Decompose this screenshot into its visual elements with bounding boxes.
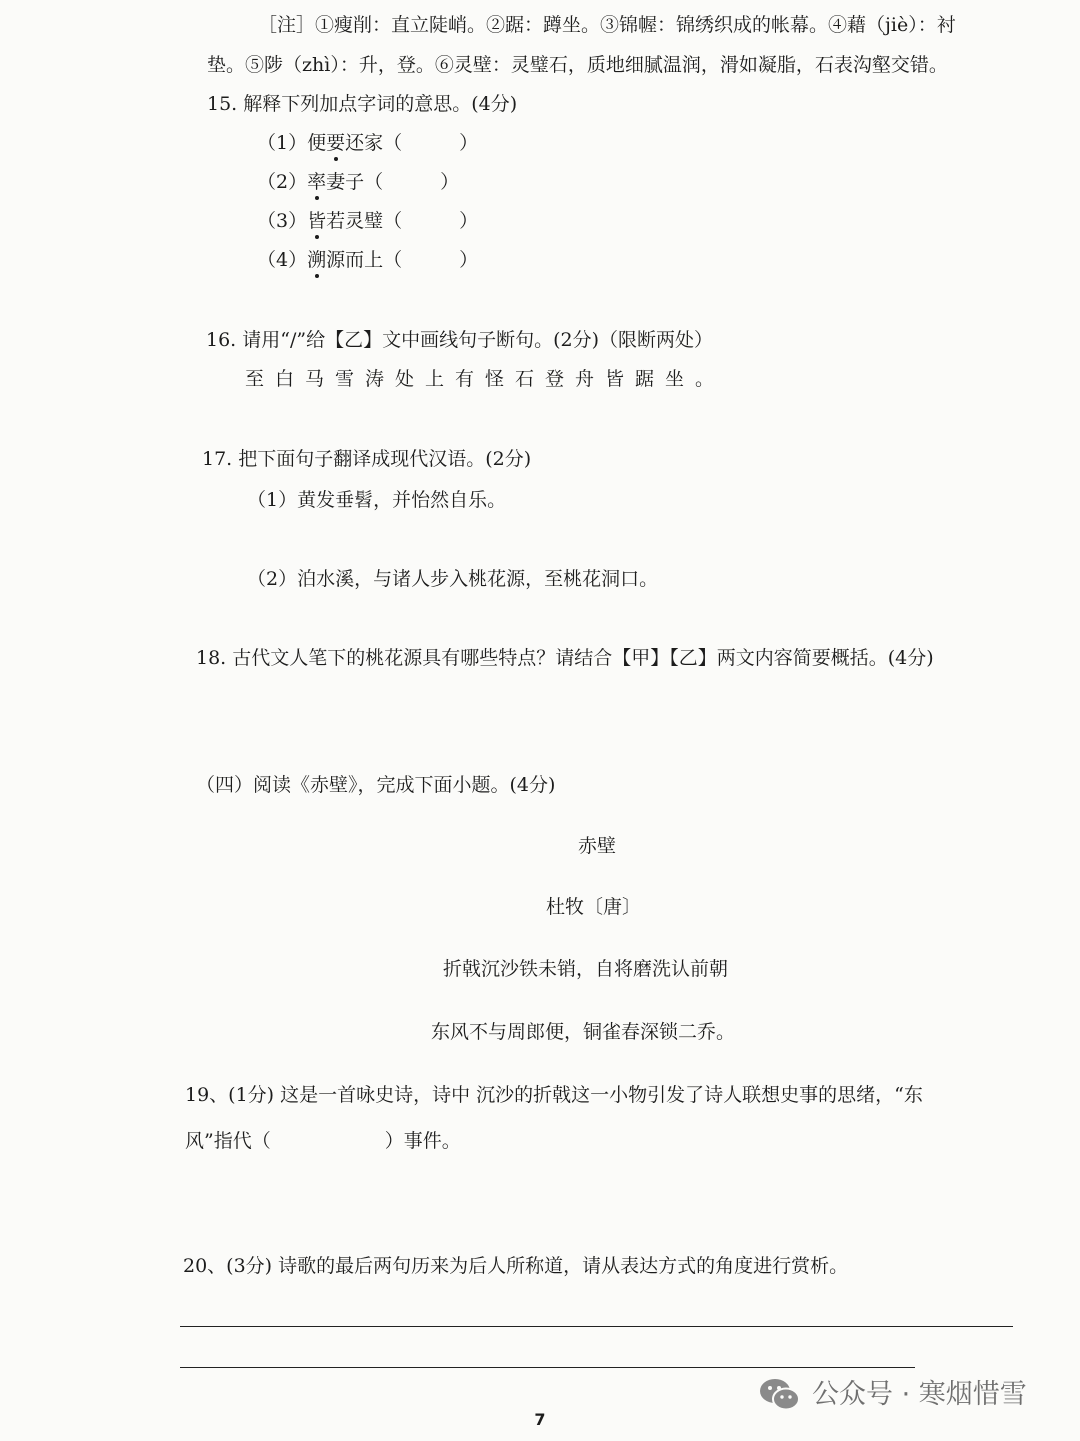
wechat-icon [758,1376,802,1414]
watermark [758,1376,1027,1414]
question-17-stem: 17. 把下面句子翻译成现代汉语。(2分) [202,448,532,470]
poem-line-2: 东风不与周郎便，铜雀春深锁二乔。 [431,1021,736,1043]
poem-title: 赤壁 [578,835,617,857]
question-17-sentence-2: （2）泊水溪，与诸人步入桃花源，至桃花洞口。 [247,568,659,590]
question-15-item-4: （4）溯源而上（ ） [257,249,479,271]
watermark-text: 公众号 · 寒烟惜雪 [812,1378,1027,1410]
question-19-line-2: 风”指代（ ）事件。 [185,1130,461,1152]
poem-line-1: 折戟沉沙铁未销，自将磨洗认前朝 [443,958,729,980]
note-line-1: ［注］①瘦削：直立陡峭。②踞：蹲坐。③锦幄：锦绣织成的帐幕。④藉（jiè）：衬 [258,14,956,36]
dotted-char: 率 [307,171,327,193]
answer-line-1 [180,1326,1013,1327]
note-line-2: 垫。⑤陟（zhì）：升，登。⑥灵壁：灵璧石，质地细腻温润，滑如凝脂，石表沟壑交错。 [207,54,948,76]
dotted-char: 皆 [307,210,327,232]
dotted-char: 溯 [307,249,327,271]
question-19-line-1: 19、(1分) 这是一首咏史诗，诗中 沉沙的折戟这一小物引发了诗人联想史事的思绪，“东 [185,1084,923,1106]
question-15-item-1: （1）便要还家（ ） [257,132,479,154]
answer-line-2 [180,1367,915,1368]
page-number: 7 [534,1410,546,1429]
question-15-stem: 15. 解释下列加点字词的意思。(4分) [207,93,518,115]
question-20-stem: 20、(3分) 诗歌的最后两句历来为后人所称道，请从表达方式的角度进行赏析。 [183,1255,849,1277]
question-16-sentence: 至白马雪涛处上有怪石登舟皆踞坐。 [245,368,726,390]
dotted-char: 要 [326,132,346,154]
question-18-stem: 18. 古代文人笔下的桃花源具有哪些特点？请结合【甲】【乙】两文内容简要概括。(4分) [196,647,934,669]
question-15-item-3: （3）皆若灵璧（ ） [257,210,479,232]
poem-author: 杜牧〔唐〕 [546,896,642,918]
question-15-item-2: （2）率妻子（ ） [257,171,460,193]
question-16-stem: 16. 请用“/”给【乙】文中画线句子断句。(2分)（限断两处） [206,329,713,351]
section-4-heading: （四）阅读《赤壁》，完成下面小题。(4分) [196,774,556,796]
question-17-sentence-1: （1）黄发垂髫，并怡然自乐。 [247,489,507,511]
